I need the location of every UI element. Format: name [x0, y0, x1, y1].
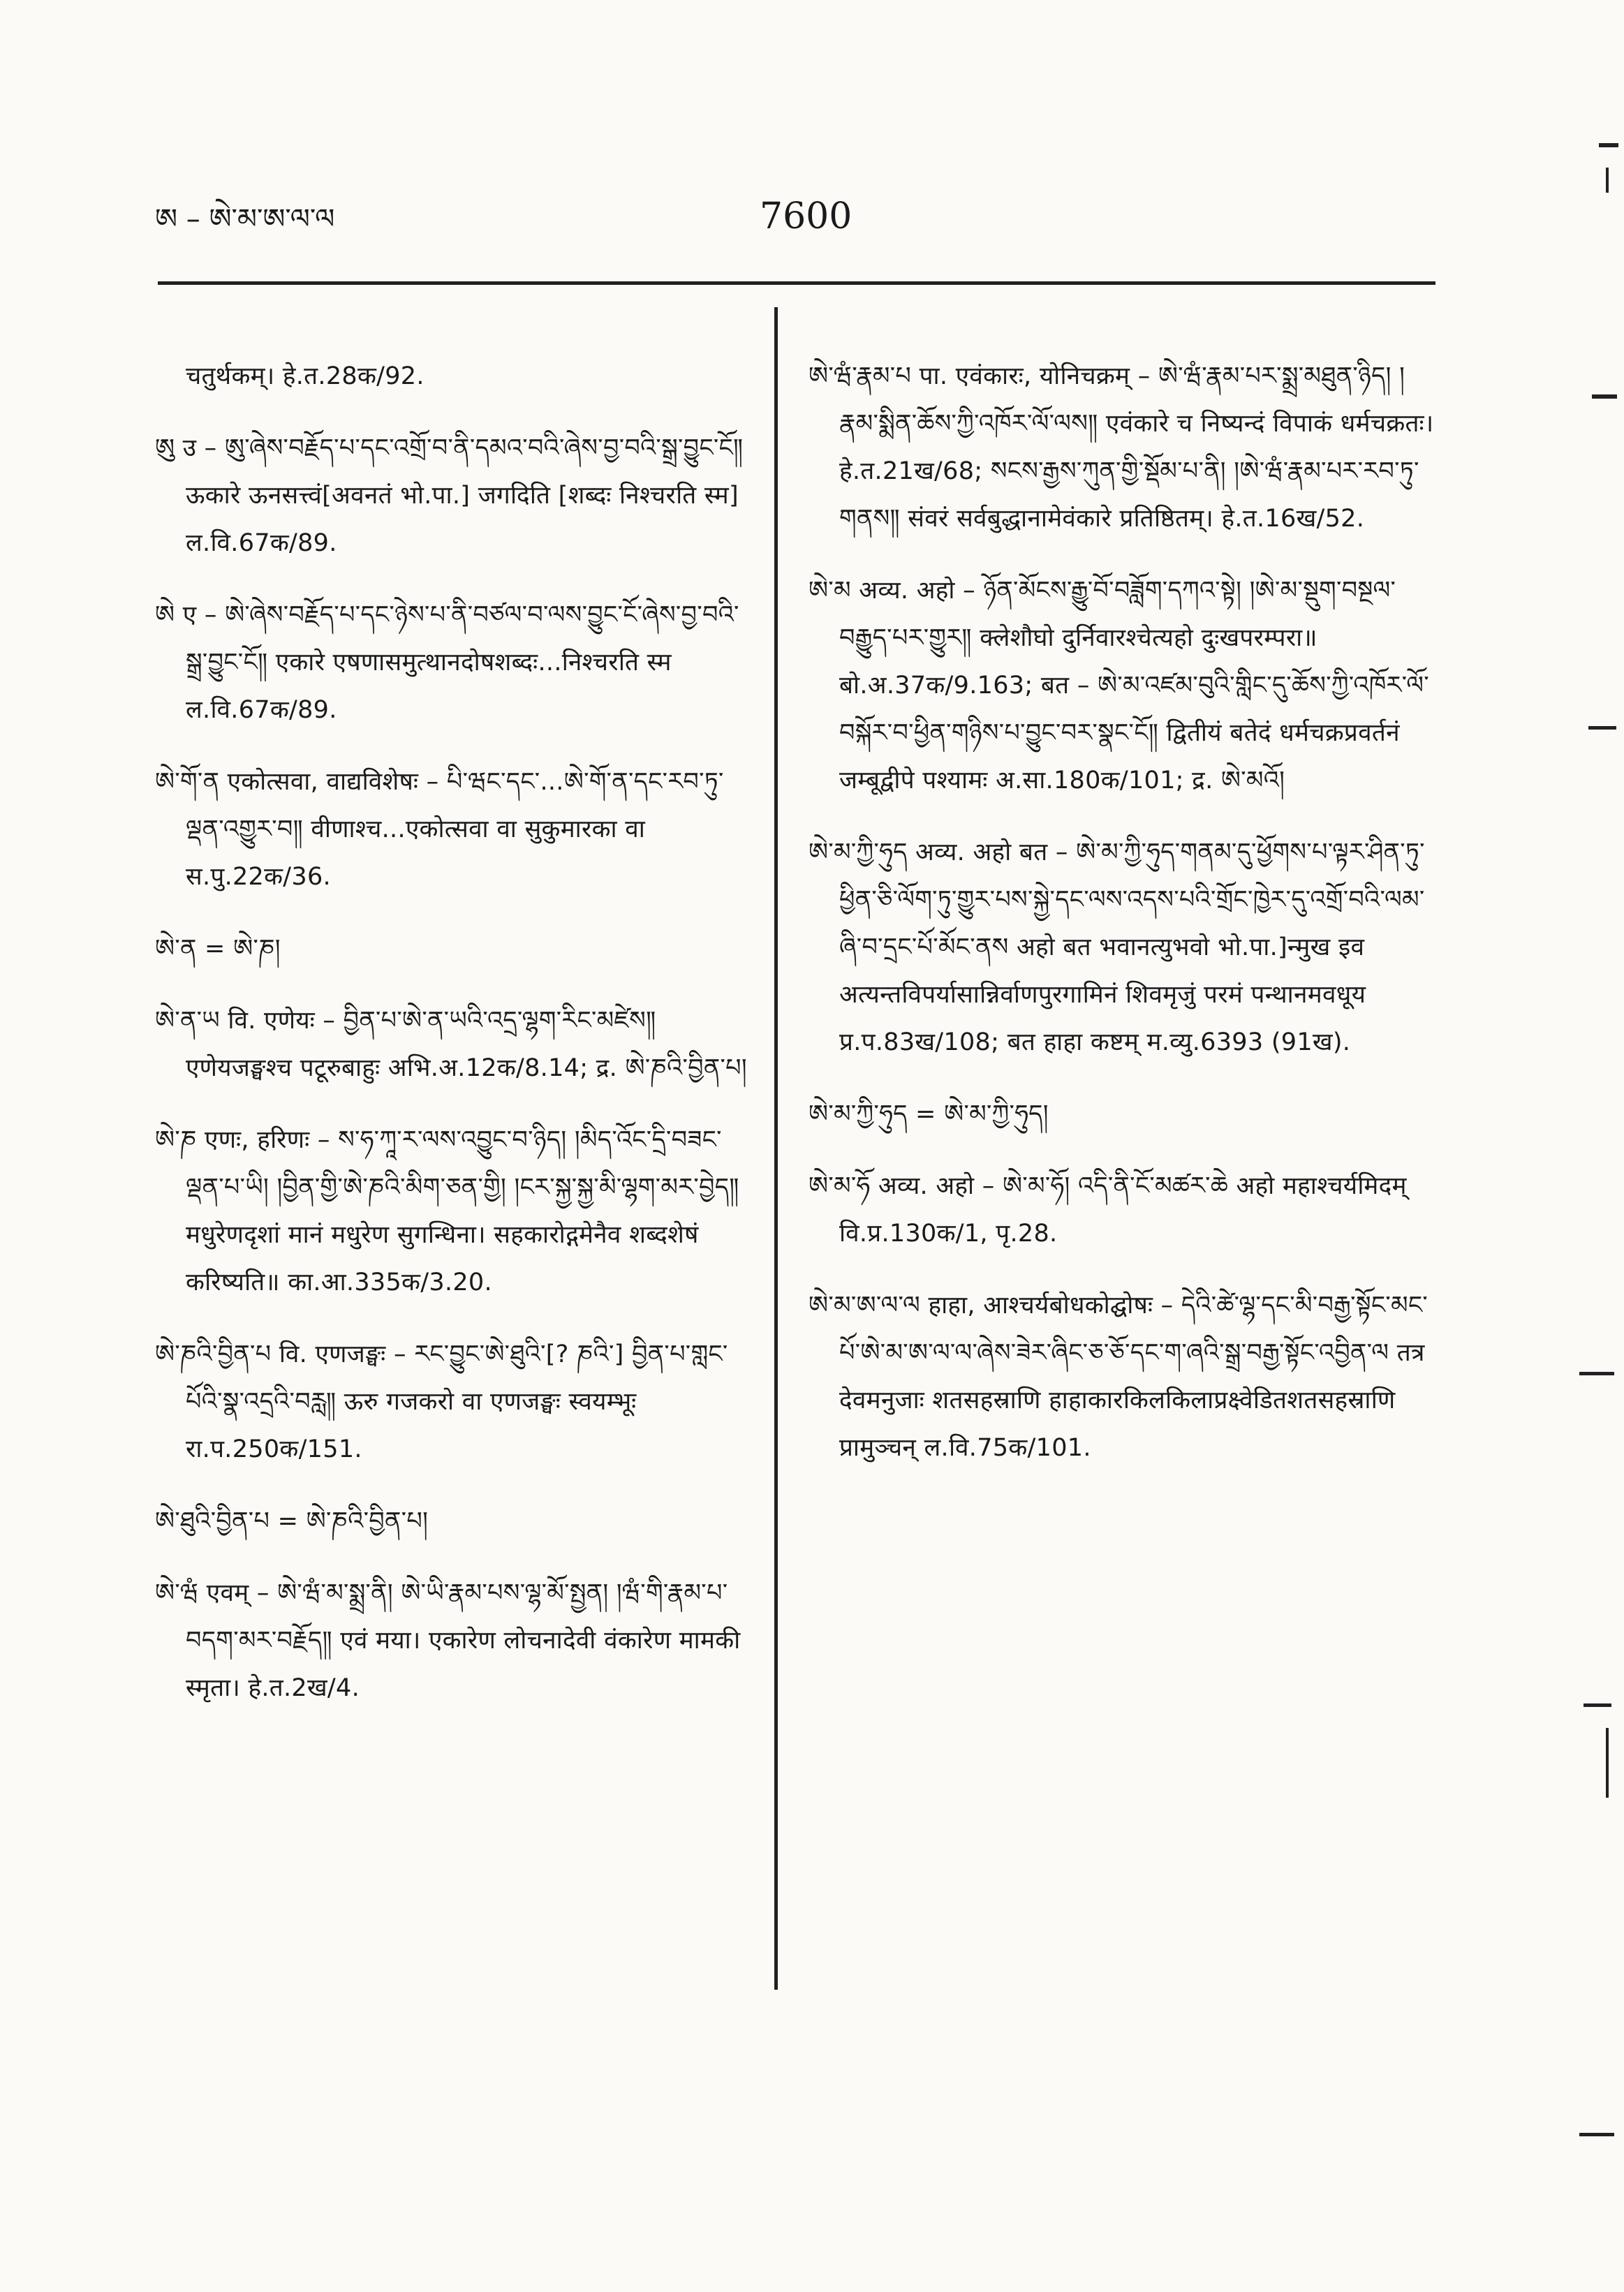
dictionary-entry: ཨེ་མ་ཀྱི་ཧུད अव्य. अहो बत – ཨེ་མ་ཀྱི་ཧུད་གནམ་དུ་ཕྱོགས་པ་ལྟར་ཤིན་ཏུ་ཕྱིན་ཅི་ལོག་ཏུ་གྱུར་པས་སྐྱེ་དང་ལས་འདས་པའི་གྲོང་ཁྱེར་དུ་འགྲོ་བའི་ལམ་ཞི་བ་དྲང་པོ་མོང་ནས अहो बत भवानत्युभवो भो.पा.]न्मुख इव अत्यन्तविपर्यासान्निर्वाणपुरगामिनं शिवमृजुं परमं पन्थानमवधूय प्र.प.83ख/108; बत हाहा कष्टम् म.व्यु.6393 (91ख).	[809, 838, 1425, 1056]
page-number: 7600	[760, 195, 852, 237]
dictionary-entry: ཨེ ए – ཨེ་ཞེས་བརྗོད་པ་དང་ཉེས་པ་ནི་བཙལ་བ་ལས་བྱུང་ངོ་ཞེས་བྱ་བའི་སྒྲ་བྱུང་ངོ༎ एकारे एषणासमुत्थानदोषशब्दः...निश्चरति स्म ल.वि.67क/89.	[155, 601, 739, 724]
dictionary-entry: ཨུ उ – ཨུ་ཞེས་བརྗོད་པ་དང་འགྲོ་བ་ནི་དམའ་བའི་ཞེས་བྱ་བའི་སྒྲ་བྱུང་ངོ༎ ऊकारे ऊनसत्त्वं[अवनतं भो.पा.] जगदिति [शब्दः निश्चरति स्म] ल.वि.67क/89.	[155, 434, 744, 557]
dictionary-entry: ཨེ་ཎའི་བྱིན་པ वि. एणजङ्घः – རང་བྱུང་ཨེ་ཐུའི་[? ཎའི་] བྱིན་པ་གླང་པོའི་སྣ་འདྲའི་བརླ༎ ऊरु गजकरो वा एणजङ्घः स्वयम्भूः रा.प.250क/151.	[155, 1340, 728, 1463]
scan-mark	[1599, 143, 1618, 147]
header-rule	[158, 281, 1435, 285]
dictionary-entry: ཨེ་མ अव्य. अहो – ཉོན་མོངས་རྒྱུ་བོ་བཟློག་དཀའ་སྟེ། །ཨེ་མ་སྡུག་བསྔལ་བརྒྱུད་པར་གྱུར༎ क्लेशौघो दुर्निवारश्चेत्यहो दुःखपरम्परा॥ बो.अ.37क/9.163; बत – ཨེ་མ་འཛམ་བུའི་གླིང་དུ་ཆོས་ཀྱི་འཁོར་ལོ་བསྐོར་བ་ཕྱིན་གཉིས་པ་བྱུང་བར་སྣང་ངོ༎ द्वितीयं बतेदं धर्मचक्रप्रवर्तनं जम्बूद्वीपे पश्यामः अ.सा.180क/101; द्र. ཨེ་མའོ།	[809, 577, 1429, 794]
scan-mark	[1592, 394, 1617, 399]
dictionary-entry: ཨེ་གོ་ན एकोत्सवा, वाद्यविशेषः – པི་ཝང་དང་...ཨེ་གོ་ན་དང་རབ་ཏུ་ལྡན་འགྱུར་བ༎ वीणाश्च...एकोत्सवा वा सुकुमारका वा स.पु.22क/36.	[155, 768, 724, 891]
scan-mark	[1606, 1728, 1609, 1798]
scan-mark	[1606, 168, 1609, 193]
dictionary-entry: ཨེ་ན་ཡ वि. एणेयः – བྱིན་པ་ཨེ་ན་ཡའི་འདྲ་ལྷག་རིང་མཛེས༎ एणेयजङ्घश्च पटूरुबाहुः अभि.अ.12क/8.14; द्र. ཨེ་ཎའི་བྱིན་པ།	[155, 1007, 747, 1082]
dictionary-entry: चतुर्थकम्। हे.त.28क/92.	[186, 362, 425, 390]
scan-mark	[1588, 726, 1616, 730]
dictionary-entry: ཨེ་མ་ཨ་ལ་ལ हाहा, आश्चर्यबोधकोद्घोषः – དེའི་ཚེ་ལྷ་དང་མི་བརྒྱ་སྟོང་མང་པོ་ཨེ་མ་ཨ་ལ་ལ་ཞེས་ཟེར་ཞིང་ཅ་ཅོ་དང་ག་ཞའི་སྒྲ་བརྒྱ་སྟོང་འབྱིན་ལ तत्र देवमनुजाः शतसहस्राणि हाहाकारकिलकिलाप्रक्ष्वेडितशतसहस्राणि प्रामुञ्चन् ल.वि.75क/101.	[809, 1292, 1429, 1462]
right-column	[809, 328, 1437, 1491]
running-header: ཨ – ཨེ་མ་ཨ་ལ་ལ	[155, 203, 335, 235]
left-column	[155, 328, 755, 1731]
dictionary-entry: ཨེ་ཝཾ एवम् – ཨེ་ཝཾ་མ་སྨྲ་ནི། ཨེ་ཡི་རྣམ་པས་ལྷ་མོ་སྤྱན། །ཝཾ་གི་རྣམ་པ་བདག་མར་བརྗོད༎ एवं मया। एकारेण लोचनादेवी वंकारेण मामकी स्मृता। हे.त.2ख/4.	[155, 1579, 741, 1702]
scan-mark	[1584, 1703, 1611, 1707]
dictionary-entry: ཨེ་ཎ एणः, हरिणः – ས་ཧ་ཀཱ་ར་ལས་འབྱུང་བ་ཉིད། །མིད་འོང་དྲི་བཟང་ལྡན་པ་ཡི། །བྱིན་གྱི་ཨེ་ཎའི་མིག་ཅན་གྱི། །ངར་སྐྱ་སྐྱ་མི་ལྷག་མར་བྱེད༎ मधुरेणदृशां मानं मधुरेण सुगन्धिना। सहकारोद्गमेनैव शब्दशेषं करिष्यति॥ का.आ.335क/3.20.	[155, 1126, 739, 1296]
dictionary-entry: ཨེ་མ་ཀྱི་ཧུད = ཨེ་མ་ཀྱི་ཧུད།	[809, 1100, 1049, 1128]
dictionary-entry: ཨེ་ཝཾ་རྣམ་པ पा. एवंकारः, योनिचक्रम् – ཨེ་ཝཾ་རྣམ་པར་སྨྲ་མཐུན་ཉིད། །རྣམ་སྨིན་ཆོས་ཀྱི་འཁོར་ལོ་ལས༎ एवंकारे च निष्यन्दं विपाकं धर्मचक्रतः। हे.त.21ख/68; སངས་རྒྱས་ཀུན་གྱི་སྡོམ་པ་ནི། །ཨེ་ཝཾ་རྣམ་པར་རབ་ཏུ་གནས༎ संवरं सर्वबुद्धानामेवंकारे प्रतिष्ठितम्। हे.त.16ख/52.	[809, 362, 1434, 533]
column-divider	[774, 307, 778, 1990]
dictionary-entry: ཨེ་མ་ཧོ अव्य. अहो – ཨེ་མ་ཧོ། འདི་ནི་ངོ་མཚར་ཆེ अहो महाश्चर्यमिदम् वि.प्र.130क/1, पृ.28.	[809, 1172, 1407, 1248]
scan-mark	[1579, 2133, 1614, 2136]
dictionary-entry: ཨེ་ན = ཨེ་ཎ།	[155, 935, 281, 963]
dictionary-entry: ཨེ་ཐུའི་བྱིན་པ = ཨེ་ཎའི་བྱིན་པ།	[155, 1507, 429, 1535]
scan-mark	[1579, 1372, 1614, 1375]
